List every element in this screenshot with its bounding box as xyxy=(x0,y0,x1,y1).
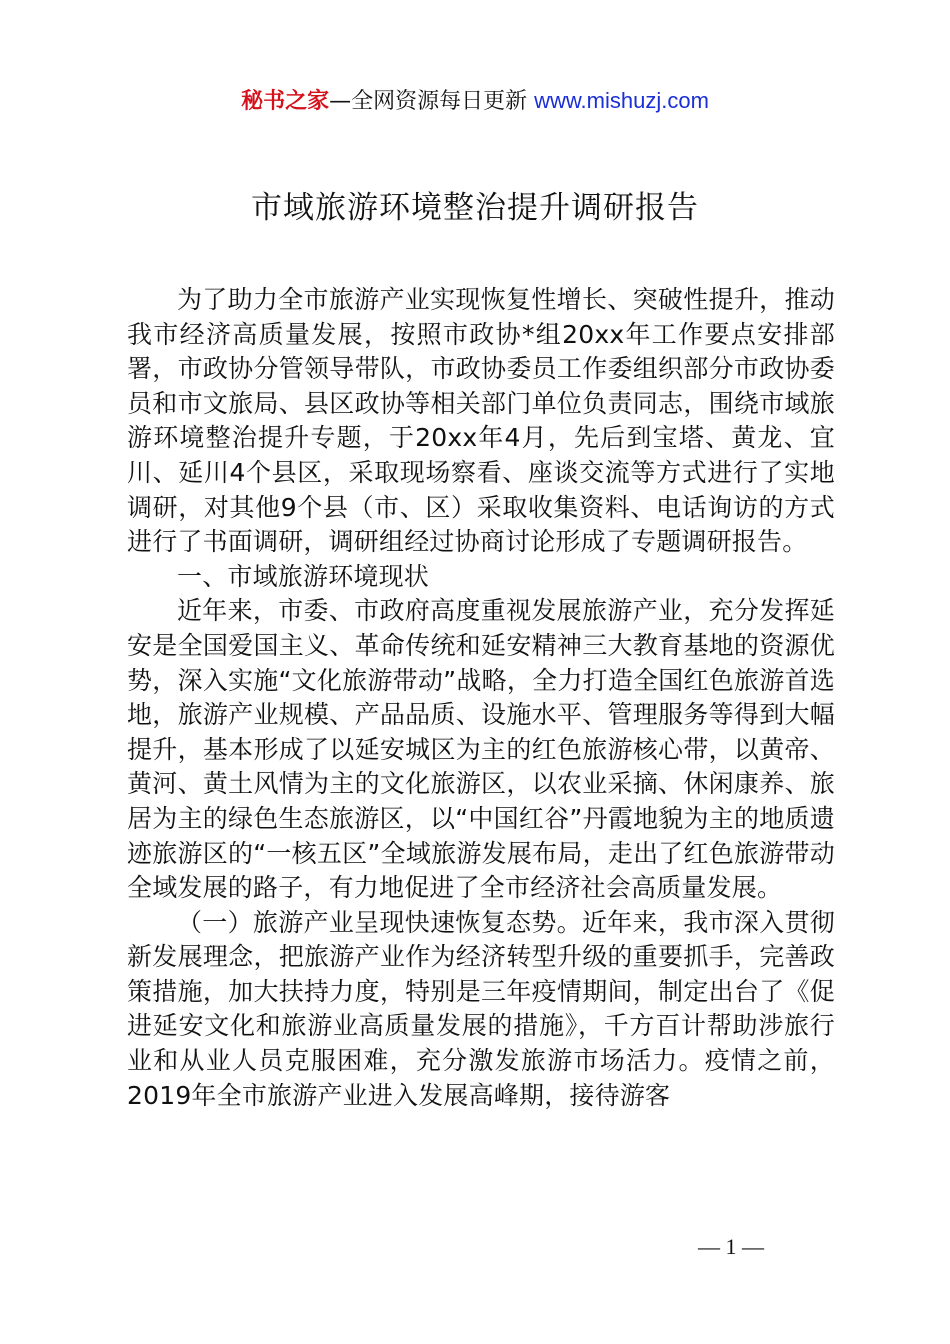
body-paragraph: 近年来，市委、市政府高度重视发展旅游产业，充分发挥延安是全国爱国主义、革命传统和延安精神三大教育基地的资源优势，深入实施“文化旅游带动”战略，全力打造全国红色旅游首选地，旅游产业规模、产品品质、设施水平、管理服务等得到大幅提升，基本形成了以延安城区为主的红色旅游核心带，以黄帝、黄河、黄土风情为主的文化旅游区，以农业采摘、休闲康养、旅居为主的绿色生态旅游区，以“中国红谷”丹霞地貌为主的地质遗迹旅游区的“一核五区”全域旅游发展布局，走出了红色旅游带动全域发展的路子，有力地促进了全市经济社会高质量发展。 xyxy=(127,596,835,903)
section-heading: 一、市域旅游环境现状 xyxy=(177,561,430,591)
site-slogan: —全网资源每日更新 xyxy=(329,89,535,114)
page-number: — 1 — xyxy=(698,1234,764,1259)
site-url-link[interactable]: www.mishuzj.com xyxy=(534,88,709,113)
document-title: 市域旅游环境整治提升调研报告 xyxy=(251,190,699,226)
site-brand: 秘书之家 xyxy=(241,89,330,114)
document-body xyxy=(127,283,835,1113)
intro-paragraph: 为了助力全市旅游产业实现恢复性增长、突破性提升，推动我市经济高质量发展，按照市政协*组20xx年工作要点安排部署，市政协分管领导带队，市政协委员工作委组织部分市政协委员和市文旅局、县区政协等相关部门单位负责同志，围绕市域旅游环境整治提升专题，于20xx年4月，先后到宝塔、黄龙、宜川、延川4个县区，采取现场察看、座谈交流等方式进行了实地调研，对其他9个县（市、区）采取收集资料、电话询访的方式进行了书面调研，调研组经过协商讨论形成了专题调研报告。 xyxy=(127,285,835,557)
site-header xyxy=(0,86,950,117)
body-paragraph: （一）旅游产业呈现快速恢复态势。近年来，我市深入贯彻新发展理念，把旅游产业作为经济转型升级的重要抓手，完善政策措施，加大扶持力度，特别是三年疫情期间，制定出台了《促进延安文化和旅游业高质量发展的措施》，千方百计帮助涉旅行业和从业人员克服困难，充分激发旅游市场活力。疫情之前，2019年全市旅游产业进入发展高峰期，接待游客 xyxy=(127,907,835,1110)
